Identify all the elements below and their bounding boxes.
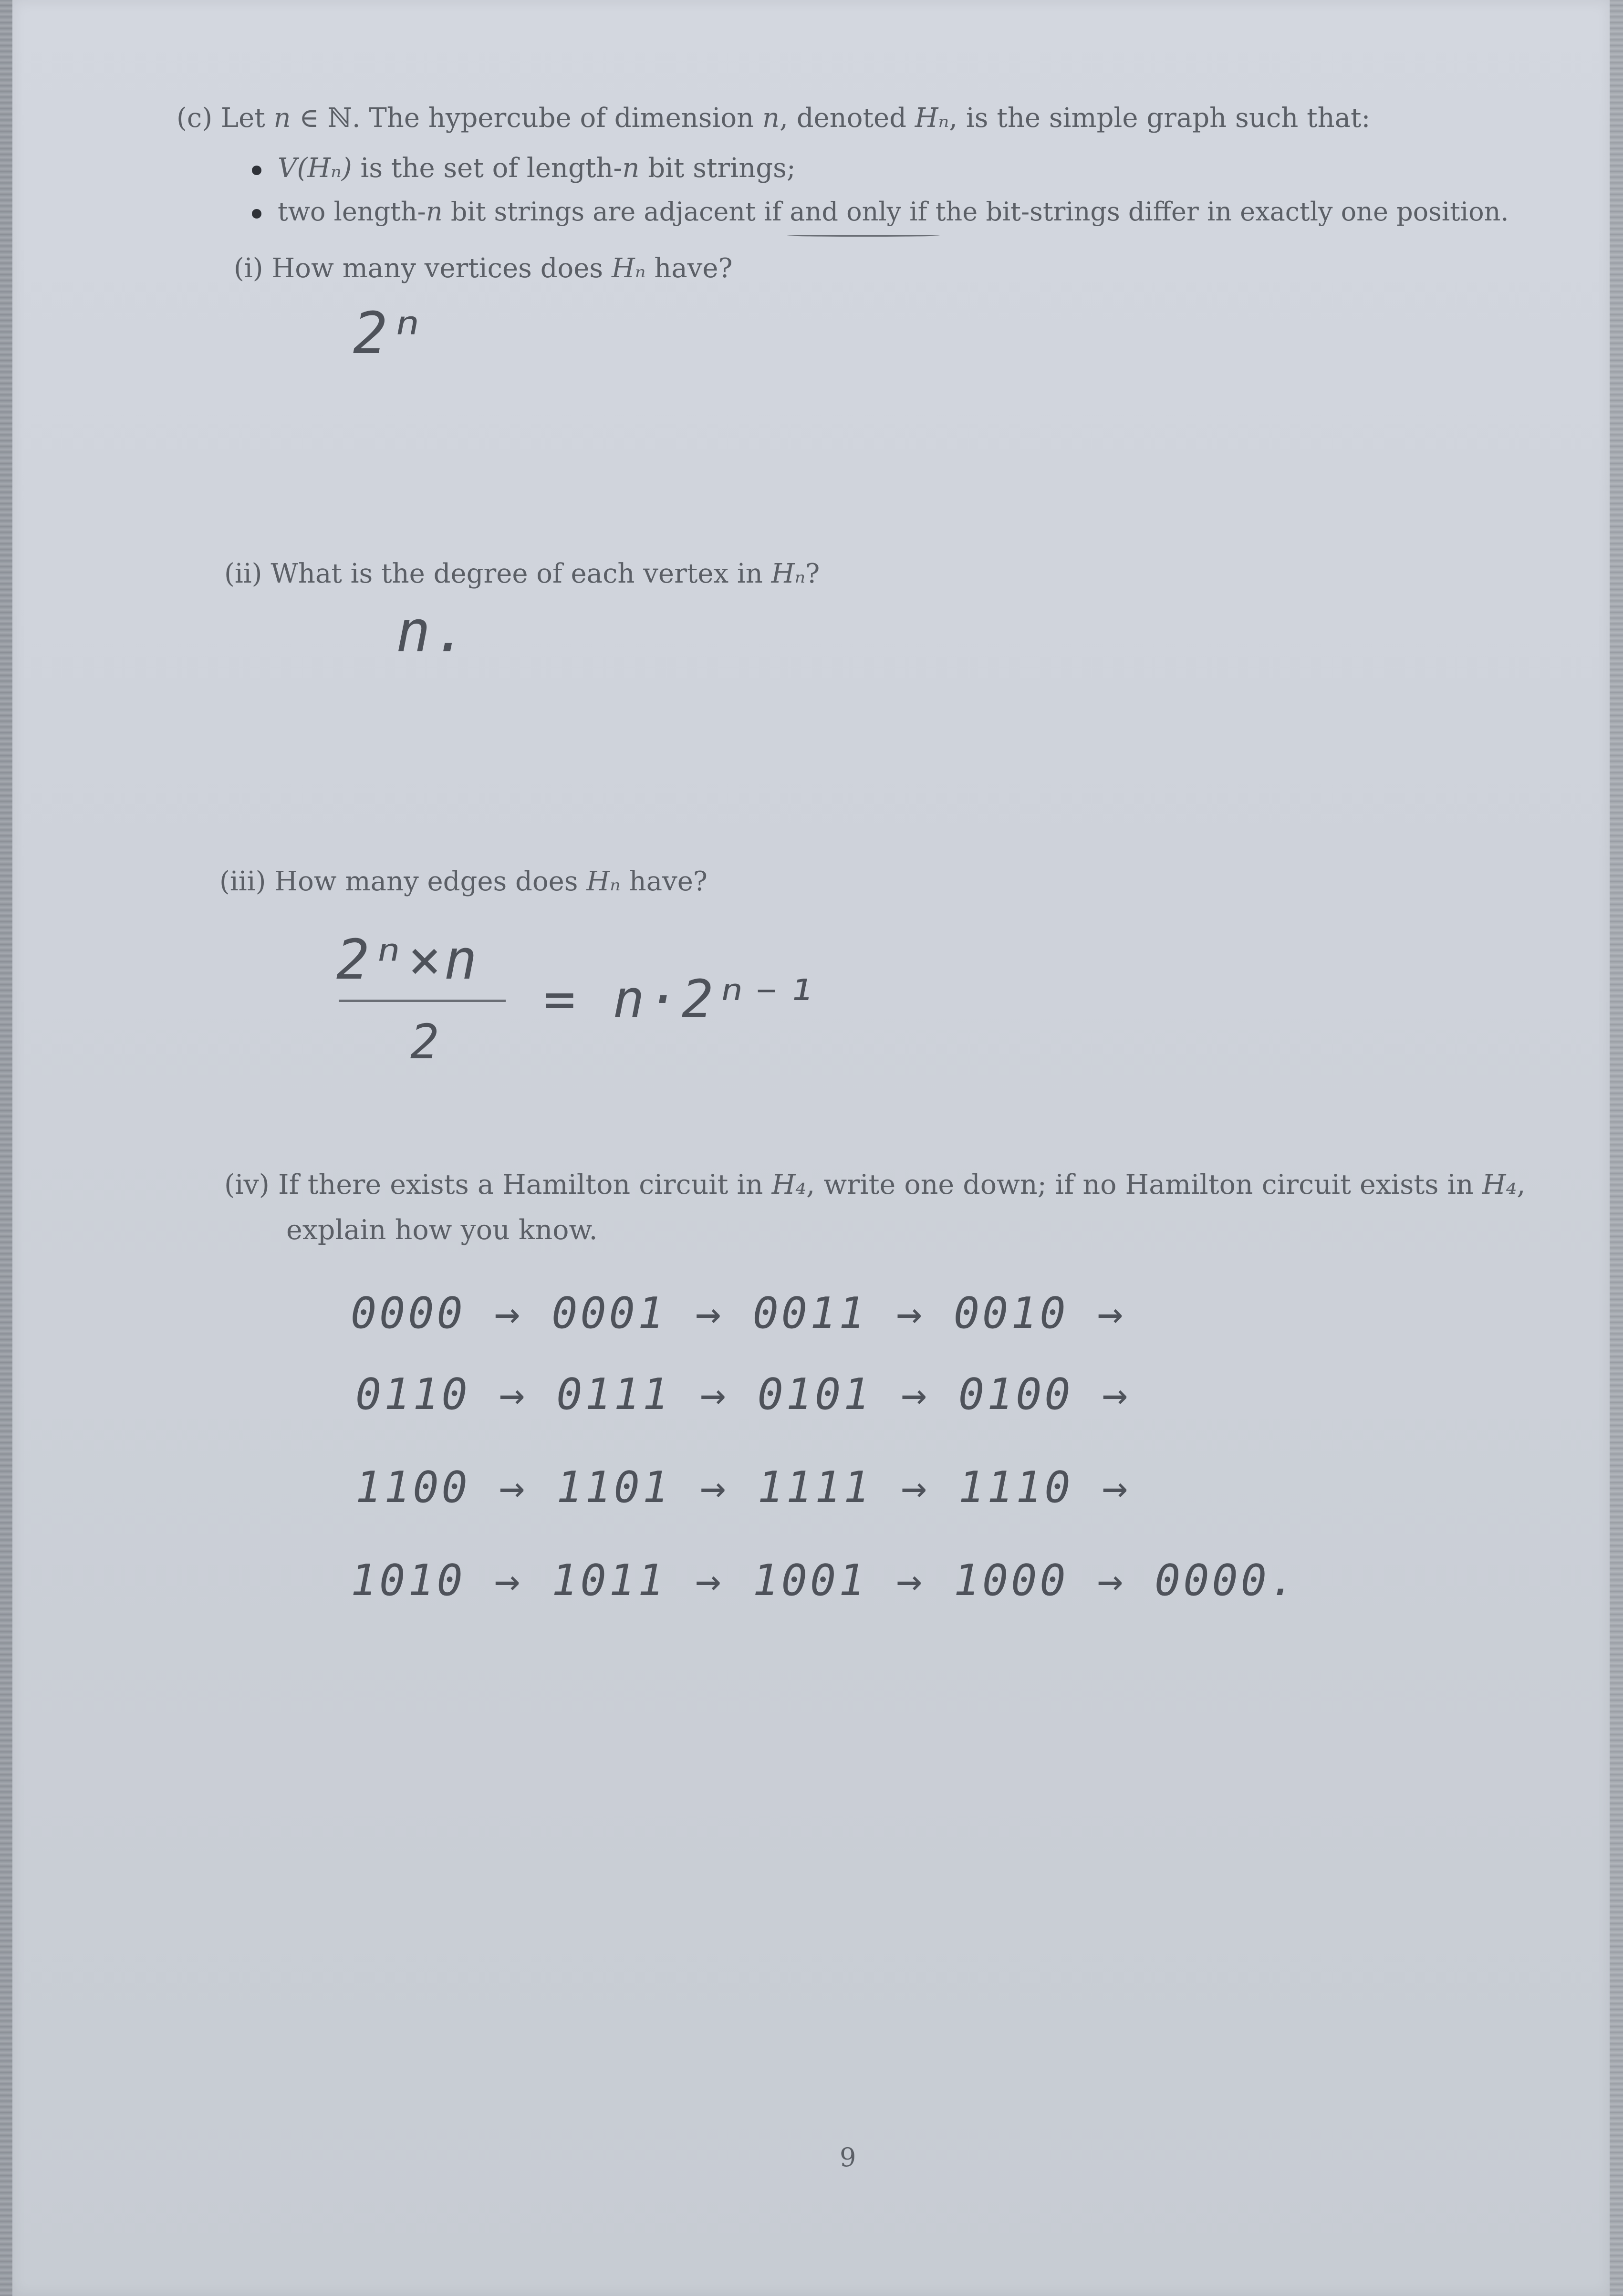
question-text: What is the degree of each vertex in: [270, 558, 771, 589]
bullet2-start: two length-: [278, 197, 426, 227]
question-iii: [219, 866, 707, 897]
bullet1-text: is the set of length-: [352, 153, 623, 184]
question-label: (iv): [224, 1169, 270, 1200]
question-sym: Hₙ: [771, 558, 806, 589]
question-ii: [224, 558, 820, 589]
intro-start: Let: [220, 103, 274, 134]
intro-end: , is the simple graph such that:: [949, 103, 1371, 134]
handwritten-underline: [787, 235, 940, 237]
question-text: If there exists a Hamilton circuit in: [278, 1169, 772, 1200]
circuit-line-1: 0000 → 0001 → 0011 → 0010 →: [351, 1288, 1126, 1338]
problem-label: (c): [177, 103, 213, 134]
question-sym: Hₙ: [611, 253, 646, 284]
question-end: have?: [645, 253, 733, 284]
problem-intro: [177, 103, 1370, 134]
bullet2-end: bit strings are adjacent if and only if the bit-strings differ in exactly one position.: [442, 197, 1509, 227]
question-sym: H₄: [771, 1169, 807, 1200]
question-sym2: H₄: [1482, 1169, 1517, 1200]
circuit-line-2: 0110 → 0111 → 0101 → 0100 →: [355, 1369, 1131, 1419]
answer-iii-numerator: 2ⁿ×n: [336, 928, 480, 992]
question-text: How many vertices does: [271, 253, 612, 284]
page-edge-right: [1610, 0, 1623, 2296]
bullet-item-1: [252, 153, 796, 184]
intro-mid2: , denoted: [780, 103, 915, 134]
bullet2-var: n: [426, 197, 443, 227]
intro-mid: ∈ ℕ. The hypercube of dimension: [291, 103, 763, 134]
fraction-bar: [339, 1000, 506, 1002]
bullet1-sym: V(Hₙ): [278, 153, 352, 184]
answer-iii-result: = n·2ⁿ⁻¹: [544, 969, 820, 1030]
question-iv: [224, 1169, 1525, 1200]
bullet-dot: [252, 166, 261, 175]
bullet1-var: n: [622, 153, 640, 184]
intro-var2: n: [762, 103, 780, 134]
circuit-line-4: 1010 → 1011 → 1001 → 1000 → 0000.: [351, 1555, 1299, 1606]
question-mid: , write one down; if no Hamilton circuit exists in: [806, 1169, 1482, 1200]
page-edge-left: [0, 0, 12, 2296]
question-i: [234, 253, 733, 284]
question-label: (i): [234, 253, 263, 284]
answer-ii: n.: [396, 599, 471, 665]
answer-i: 2ⁿ: [353, 301, 428, 367]
bullet1-end: bit strings;: [639, 153, 796, 184]
question-end: ,: [1517, 1169, 1526, 1200]
question-iv-line2: explain how you know.: [286, 1214, 598, 1246]
question-end: have?: [620, 866, 707, 897]
worksheet-page: [12, 0, 1611, 2296]
question-text: How many edges does: [274, 866, 587, 897]
bullet-dot: [252, 209, 261, 219]
question-end: ?: [805, 558, 820, 589]
page-number: 9: [840, 2142, 856, 2172]
question-sym: Hₙ: [586, 866, 621, 897]
answer-iii-denominator: 2: [410, 1014, 442, 1070]
intro-var: n: [273, 103, 291, 134]
question-label: (iii): [219, 866, 266, 897]
question-label: (ii): [224, 558, 262, 589]
intro-sym: Hₙ: [915, 103, 949, 134]
bullet-item-2: [252, 197, 1509, 227]
circuit-line-3: 1100 → 1101 → 1111 → 1110 →: [355, 1462, 1131, 1513]
